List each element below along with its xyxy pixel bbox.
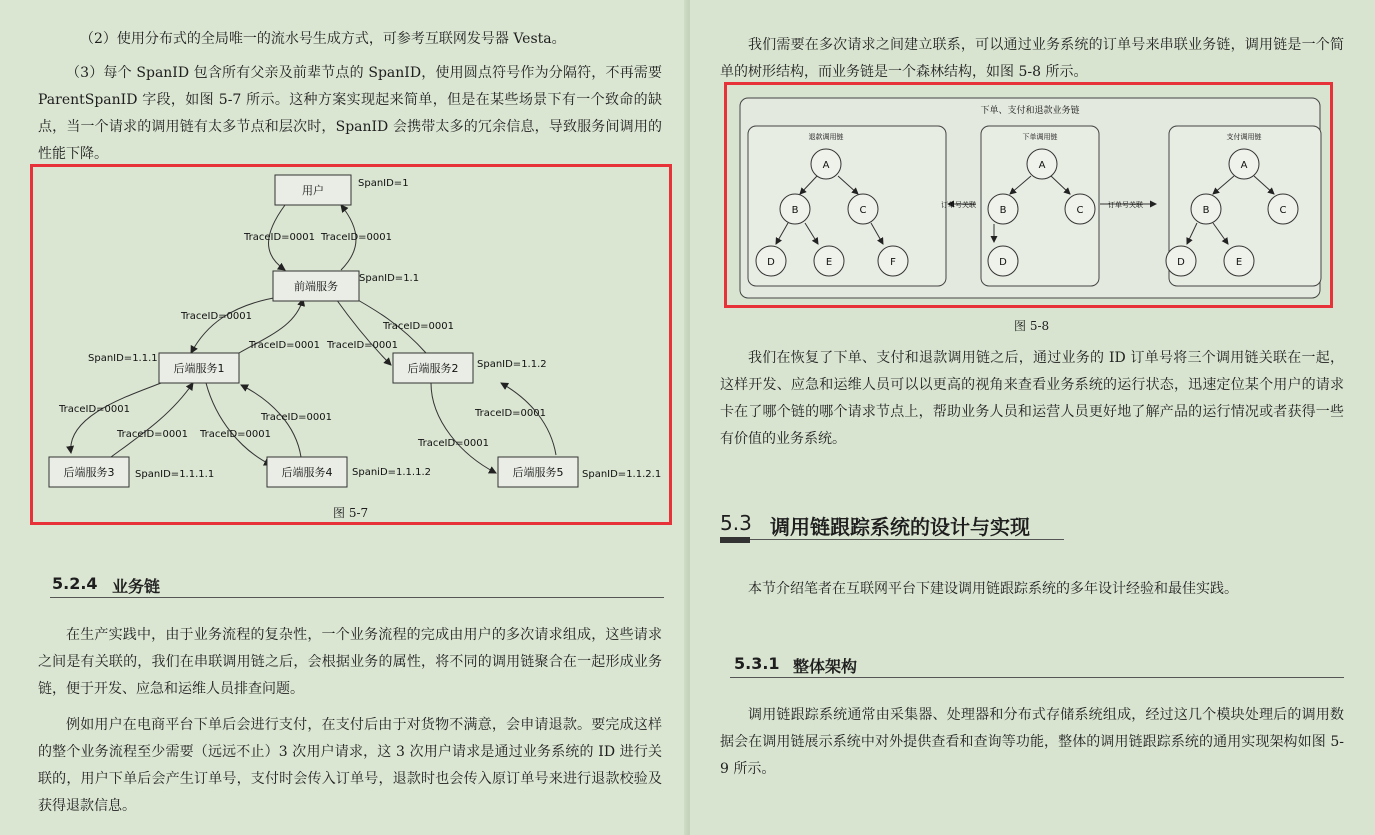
node-b: B xyxy=(999,205,1007,216)
node-backend-1: 后端服务1 xyxy=(173,362,225,375)
section-rule xyxy=(50,597,664,598)
node-d: D xyxy=(767,257,775,268)
figure-5-8-caption: 图 5-8 xyxy=(1014,319,1050,333)
subsection-title-5-3-1: 整体架构 xyxy=(793,657,858,676)
node-backend-4: 后端服务4 xyxy=(281,466,333,479)
node-b: B xyxy=(1202,205,1210,216)
subsection-rule xyxy=(730,677,1344,678)
trace-label: TraceID=0001 xyxy=(418,438,490,449)
section-number-5-2-4: 5.2.4 xyxy=(52,574,98,593)
trace-label: TraceID=0001 xyxy=(244,232,316,243)
link-label-right: 订单号关联 xyxy=(1108,201,1143,209)
section-title-5-3: 调用链跟踪系统的设计与实现 xyxy=(770,515,1030,539)
right-paragraph-4: 调用链跟踪系统通常由采集器、处理器和分布式存储系统组成，经过这几个模块处理后的调用数据会在调用链展示系统中对外提供查看和查询等功能，整体的调用链跟踪系统的通用实现架构如图 5-9 所示。 xyxy=(720,707,1344,777)
tree-order-label: 下单调用链 xyxy=(1022,133,1058,141)
section-rule xyxy=(720,539,1064,540)
right-page xyxy=(690,0,1375,835)
right-paragraph-3: 本节介绍笔者在互联网平台下建设调用链跟踪系统的多年设计经验和最佳实践。 xyxy=(748,581,1238,597)
trace-label: TraceID=0001 xyxy=(200,429,272,440)
left-paragraph-1: （2）使用分布式的全局唯一的流水号生成方式，可参考互联网发号器 Vesta。 xyxy=(80,31,566,47)
node-a: A xyxy=(1240,160,1248,171)
link-label-left: 订单号关联 xyxy=(941,201,976,209)
trace-label: TraceID=0001 xyxy=(249,340,321,351)
node-e: E xyxy=(1235,257,1243,268)
left-paragraph-3: 在生产实践中，由于业务流程的复杂性，一个业务流程的完成由用户的多次请求组成，这些请求之间是有关联的，我们在串联调用链之后，会根据业务的属性，将不同的调用链聚合在一起形成业务链，便于开发、应急和运维人员排查问题。 xyxy=(38,627,662,697)
node-a: A xyxy=(822,160,830,171)
figure-5-7-caption: 图 5-7 xyxy=(333,506,369,520)
span-user: SpanID=1 xyxy=(358,178,409,189)
trace-label: TraceID=0001 xyxy=(327,340,399,351)
section-number-5-3: 5.3 xyxy=(720,511,752,535)
span-backend-5: SpanID=1.1.2.1 xyxy=(582,469,662,480)
fig58-title: 下单、支付和退款业务链 xyxy=(980,106,1080,116)
node-backend-2: 后端服务2 xyxy=(407,362,459,375)
node-frontend: 前端服务 xyxy=(294,280,338,293)
trace-label: TraceID=0001 xyxy=(59,404,131,415)
right-paragraph-2: 我们在恢复了下单、支付和退款调用链之后，通过业务的 ID 订单号将三个调用链关联在一起，这样开发、应急和运维人员可以以更高的视角来查看业务系统的运行状态，迅速定位某个用户的请求卡在了哪个链的哪个请求节点上，帮助业务人员和运营人员更好地了解产品的运行情况或者获得一些有价值的业务系统。 xyxy=(720,350,1344,447)
node-backend-3: 后端服务3 xyxy=(63,466,115,479)
left-paragraph-2: （3）每个 SpanID 包含所有父亲及前辈节点的 SpanID，使用圆点符号作为分隔符，不再需要 ParentSpanID 字段，如图 5-7 所示。这种方案实现起来简单，但是在某些场景下有一个致命的缺点，当一个请求的调用链有太多节点和层次时，SpanID 会携带太多的冗余信息，导致服务间调用的性能下降。 xyxy=(38,65,662,162)
subsection-number-5-3-1: 5.3.1 xyxy=(734,654,780,673)
trace-label: TraceID=0001 xyxy=(181,311,253,322)
section-title-business-chain: 业务链 xyxy=(112,577,161,596)
node-user: 用户 xyxy=(302,184,324,197)
span-backend-1: SpanID=1.1.1 xyxy=(88,353,158,364)
node-f: F xyxy=(890,257,896,268)
node-backend-5: 后端服务5 xyxy=(512,466,564,479)
right-paragraph-1: 我们需要在多次请求之间建立联系，可以通过业务系统的订单号来串联业务链，调用链是一个简单的树形结构，而业务链是一个森林结构，如图 5-8 所示。 xyxy=(720,37,1344,80)
figure-5-7-diagram xyxy=(31,165,671,525)
tree-refund-label: 退款调用链 xyxy=(808,133,844,141)
node-c: C xyxy=(1076,205,1084,216)
node-e: E xyxy=(825,257,833,268)
span-backend-3: SpanID=1.1.1.1 xyxy=(135,469,215,480)
node-c: C xyxy=(859,205,867,216)
node-b: B xyxy=(791,205,799,216)
trace-label: TraceID=0001 xyxy=(261,412,333,423)
node-d: D xyxy=(1177,257,1185,268)
node-a: A xyxy=(1038,160,1046,171)
span-frontend: SpanID=1.1 xyxy=(359,273,420,284)
span-backend-2: SpanID=1.1.2 xyxy=(477,359,547,370)
trace-label: TraceID=0001 xyxy=(475,408,547,419)
trace-label: TraceID=0001 xyxy=(383,321,455,332)
tree-pay-label: 支付调用链 xyxy=(1226,133,1262,141)
span-backend-4: SpaniD=1.1.1.2 xyxy=(352,467,432,478)
trace-label: TraceID=0001 xyxy=(321,232,393,243)
trace-label: TraceID=0001 xyxy=(117,429,189,440)
section-bar xyxy=(720,537,750,543)
node-c: C xyxy=(1279,205,1287,216)
figure-5-8-diagram xyxy=(726,84,1331,306)
node-d: D xyxy=(999,257,1007,268)
left-paragraph-4: 例如用户在电商平台下单后会进行支付，在支付后由于对货物不满意，会申请退款。要完成这样的整个业务流程至少需要（远远不止）3 次用户请求，这 3 次用户请求是通过业务系统的 ID 进行关联的，用户下单后会产生订单号，支付时会传入订单号，退款时也会传入原订单号来进行退款校验及获得退款信息。 xyxy=(38,717,662,814)
